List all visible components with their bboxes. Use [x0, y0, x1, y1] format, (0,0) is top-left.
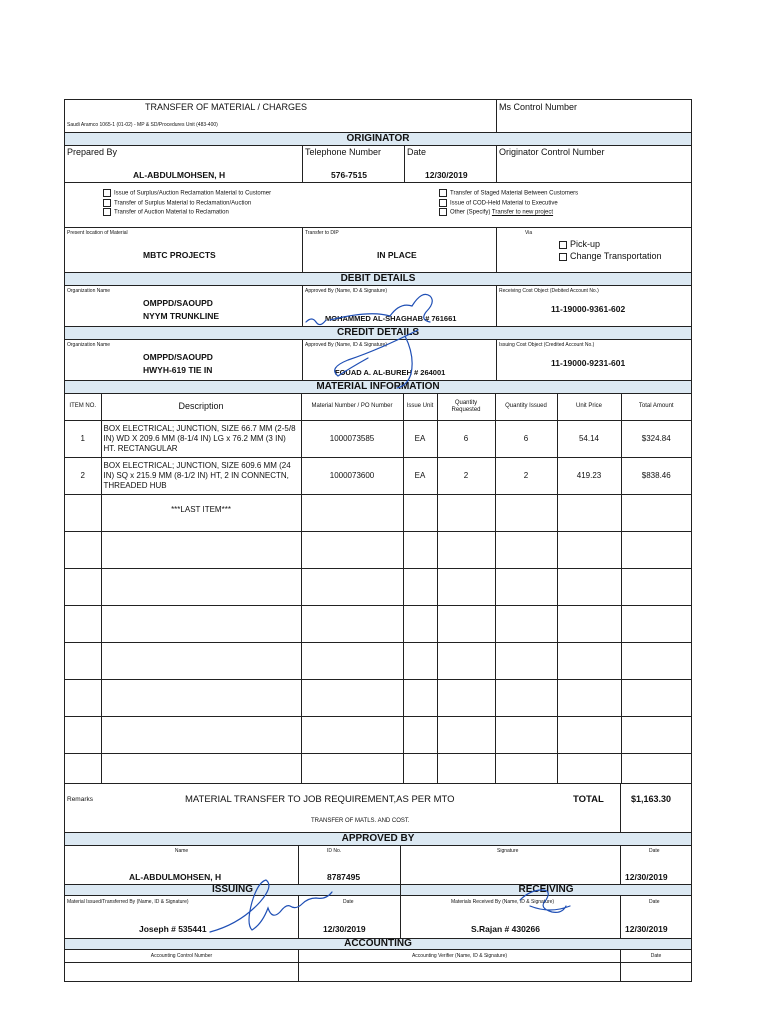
originator-row	[65, 146, 691, 183]
col-header-material: Material Number / PO Number	[301, 394, 403, 420]
telephone-value: 576-7515	[331, 170, 367, 180]
credit-org-line1: OMPPD/SAOUPD	[143, 352, 213, 362]
item-qty-issued: 2	[495, 457, 557, 494]
remarks-cell[interactable]	[65, 784, 621, 832]
item-unit: EA	[403, 457, 437, 494]
material-section-title: MATERIAL INFORMATION	[65, 381, 691, 394]
debit-cost-value: 11-19000-9361-602	[551, 304, 626, 314]
col-header-qty-requested: Quantity Requested	[437, 394, 495, 420]
table-row	[65, 420, 691, 457]
empty-cell	[301, 605, 403, 642]
accounting-date-label: Date	[650, 952, 662, 959]
table-row	[65, 494, 691, 531]
checkbox[interactable]	[559, 253, 567, 261]
received-by-value: S.Rajan # 430266	[471, 923, 540, 934]
empty-cell	[403, 642, 437, 679]
empty-cell	[495, 753, 557, 783]
via-label: Via	[525, 230, 533, 236]
receiving-section-title: RECEIVING	[401, 885, 691, 895]
accounting-verifier-label: Accounting Verifier (Name, ID & Signature)	[411, 952, 508, 959]
debit-approved-label: Approved By (Name, ID & Signature)	[305, 288, 387, 294]
accounting-date-label-cell	[621, 950, 691, 962]
transfer-type-row	[65, 183, 691, 228]
empty-cell	[403, 605, 437, 642]
empty-cell	[403, 679, 437, 716]
total-label: TOTAL	[573, 793, 604, 805]
item-qty-issued: 6	[495, 420, 557, 457]
empty-cell	[301, 531, 403, 568]
debit-org-cell[interactable]	[65, 286, 303, 326]
issuing-receiving-row	[65, 896, 691, 939]
issuing-receiving-titles	[65, 885, 691, 896]
checkbox[interactable]	[439, 199, 447, 207]
via-pickup-option[interactable]: Pick-up	[559, 238, 662, 250]
prepared-by-value: AL-ABDULMOHSEN, H	[133, 170, 226, 180]
empty-cell	[437, 568, 495, 605]
present-location-cell[interactable]	[65, 228, 303, 272]
issuing-section-title: ISSUING	[65, 885, 401, 895]
credit-section-title: CREDIT DETAILS	[65, 327, 691, 340]
last-item-marker: ***LAST ITEM***	[101, 494, 301, 531]
ms-control-cell[interactable]	[497, 100, 691, 132]
form-title: TRANSFER OF MATERIAL / CHARGES	[145, 102, 308, 112]
table-row	[65, 457, 691, 494]
item-qty-requested: 6	[437, 420, 495, 457]
empty-cell	[437, 642, 495, 679]
received-by-label: Materials Received By (Name, ID & Signature)	[451, 898, 555, 905]
empty-cell	[101, 679, 301, 716]
items-header-row	[65, 394, 691, 420]
empty-cell	[437, 494, 495, 531]
debit-approved-value: MOHAMMED AL-SHAGHAB # 761661	[325, 314, 457, 323]
approved-name-value: AL-ABDULMOHSEN, H	[129, 871, 222, 882]
debit-section-title: DEBIT DETAILS	[65, 273, 691, 286]
empty-cell	[101, 568, 301, 605]
debit-org-line2: NYYM TRUNKLINE	[143, 311, 220, 321]
empty-cell	[65, 716, 101, 753]
empty-cell	[437, 605, 495, 642]
table-row	[65, 531, 691, 568]
accounting-control-label-cell	[65, 950, 299, 962]
options-left	[103, 189, 271, 218]
empty-cell	[403, 753, 437, 783]
empty-cell	[495, 642, 557, 679]
empty-cell	[621, 679, 691, 716]
option-surplus-auction[interactable]: Issue of Surplus/Auction Reclamation Material to Customer	[103, 189, 271, 199]
empty-cell	[495, 716, 557, 753]
table-row	[65, 753, 691, 783]
empty-cell	[437, 531, 495, 568]
remarks-label: Remarks	[67, 795, 94, 803]
approved-date-cell[interactable]	[621, 846, 691, 884]
table-row	[65, 568, 691, 605]
received-date-value: 12/30/2019	[625, 923, 668, 934]
remarks-text: MATERIAL TRANSFER TO JOB REQUIREMENT,AS PER MTO	[185, 793, 455, 805]
debit-cost-cell[interactable]	[497, 286, 691, 326]
originator-section-title: ORIGINATOR	[65, 133, 691, 146]
item-unit-price: 419.23	[557, 457, 621, 494]
via-transport-option[interactable]: Change Transportation	[559, 250, 662, 262]
item-unit: EA	[403, 420, 437, 457]
accounting-control-field[interactable]	[65, 963, 299, 981]
issued-date-cell[interactable]	[299, 896, 401, 938]
credit-cost-cell[interactable]	[497, 340, 691, 380]
empty-cell	[557, 679, 621, 716]
empty-cell	[403, 531, 437, 568]
empty-cell	[621, 642, 691, 679]
item-description: BOX ELECTRICAL; JUNCTION, SIZE 66.7 MM (2-5/8 IN) WD X 209.6 MM (8-1/4 IN) LG x 76.2 MM (3 IN) HT. RECTANGULAR	[101, 420, 301, 457]
item-material-number: 1000073585	[301, 420, 403, 457]
empty-cell	[495, 494, 557, 531]
options-right	[439, 189, 578, 218]
empty-cell	[495, 679, 557, 716]
credit-cost-label: Issuing Cost Object (Credited Account No.)	[499, 342, 595, 348]
received-date-label: Date	[649, 898, 660, 905]
empty-cell	[101, 716, 301, 753]
approved-id-value: 8787495	[327, 871, 361, 882]
empty-cell	[301, 716, 403, 753]
approved-name-label: Name	[174, 847, 189, 854]
empty-cell	[557, 494, 621, 531]
table-row	[65, 605, 691, 642]
date-value: 12/30/2019	[425, 170, 468, 180]
approved-signature-label: Signature	[497, 847, 519, 854]
via-cell	[497, 228, 691, 272]
empty-cell	[101, 642, 301, 679]
option-auction-reclamation[interactable]: Transfer of Auction Material to Reclamation	[103, 208, 271, 218]
remarks-subtext: TRANSFER OF MATLS. AND COST.	[311, 817, 410, 824]
present-location-value: MBTC PROJECTS	[143, 250, 216, 260]
credit-approved-value: FOUAD A. AL-BUREH # 264001	[335, 368, 446, 377]
credit-approved-label: Approved By (Name, ID & Signature)	[305, 342, 387, 348]
option-surplus-reclamation[interactable]: Transfer of Surplus Material to Reclamation/Auction	[103, 199, 271, 209]
approved-signature-cell[interactable]	[401, 846, 621, 884]
empty-cell	[403, 716, 437, 753]
approved-date-value: 12/30/2019	[625, 871, 668, 882]
issued-date-label: Date	[343, 898, 354, 905]
transfer-to-cell[interactable]	[303, 228, 497, 272]
issued-by-cell[interactable]	[65, 896, 299, 938]
grand-total-value: $1,163.30	[631, 793, 672, 804]
form-reference: Saudi Aramco 1065-1 (01-02) - MP & SD/Procedures Unit (483-400)	[67, 122, 218, 128]
empty-cell	[557, 568, 621, 605]
item-no: 1	[65, 420, 101, 457]
item-qty-requested: 2	[437, 457, 495, 494]
items-table	[65, 394, 691, 784]
issued-by-label: Material Issued/Transferred By (Name, ID & Signature)	[67, 898, 189, 905]
option-other[interactable]: Other (Specify) Transfer to new project	[439, 208, 578, 218]
received-by-cell[interactable]	[401, 896, 621, 938]
col-header-unit-price: Unit Price	[557, 394, 621, 420]
empty-cell	[403, 568, 437, 605]
checkbox[interactable]	[103, 199, 111, 207]
empty-cell	[65, 605, 101, 642]
empty-cell	[437, 716, 495, 753]
empty-cell	[101, 531, 301, 568]
accounting-label-row	[65, 950, 691, 963]
option-cod-held[interactable]: Issue of COD-Held Material to Executive	[439, 199, 578, 209]
empty-cell	[621, 716, 691, 753]
present-location-label: Present location of Material	[67, 230, 128, 236]
empty-cell	[65, 642, 101, 679]
via-options	[559, 238, 662, 262]
remarks-row	[65, 784, 691, 833]
item-total: $838.46	[621, 457, 691, 494]
credit-cost-value: 11-19000-9231-601	[551, 358, 626, 368]
checkbox[interactable]	[103, 208, 111, 216]
date-cell[interactable]	[405, 146, 497, 182]
empty-cell	[301, 679, 403, 716]
empty-cell	[557, 531, 621, 568]
approved-row	[65, 846, 691, 885]
originator-control-label: Originator Control Number	[499, 147, 605, 157]
approved-id-cell[interactable]	[299, 846, 401, 884]
empty-cell	[403, 494, 437, 531]
empty-cell	[621, 568, 691, 605]
approved-date-label: Date	[649, 847, 660, 854]
empty-cell	[65, 568, 101, 605]
accounting-control-label: Accounting Control Number	[150, 952, 213, 959]
title-cell	[65, 100, 497, 132]
accounting-section-title: ACCOUNTING	[65, 939, 691, 950]
approved-name-cell[interactable]	[65, 846, 299, 884]
date-label: Date	[407, 147, 427, 157]
checkbox[interactable]	[439, 208, 447, 216]
col-header-item: ITEM NO.	[65, 394, 101, 420]
item-material-number: 1000073600	[301, 457, 403, 494]
empty-cell	[557, 716, 621, 753]
col-header-unit: Issue Unit	[403, 394, 437, 420]
item-unit-price: 54.14	[557, 420, 621, 457]
empty-cell	[65, 494, 101, 531]
credit-row	[65, 340, 691, 381]
empty-cell	[621, 531, 691, 568]
accounting-verifier-field[interactable]	[299, 963, 621, 981]
empty-cell	[557, 605, 621, 642]
prepared-by-cell[interactable]	[65, 146, 303, 182]
credit-approved-cell[interactable]	[303, 340, 497, 380]
empty-cell	[621, 605, 691, 642]
checkbox[interactable]	[103, 189, 111, 197]
grand-total-cell	[621, 784, 691, 832]
originator-control-cell[interactable]	[497, 146, 691, 182]
empty-cell	[557, 642, 621, 679]
approved-id-label: ID No.	[327, 847, 342, 854]
empty-cell	[301, 753, 403, 783]
approved-section-title: APPROVED BY	[65, 833, 691, 846]
telephone-cell[interactable]	[303, 146, 405, 182]
item-description: BOX ELECTRICAL; JUNCTION, SIZE 609.6 MM (24 IN) SQ x 215.9 MM (8-1/2 IN) HT, 2 IN CONNECTN, THREADED HUB	[101, 457, 301, 494]
issued-by-value: Joseph # 535441	[139, 923, 207, 934]
empty-cell	[495, 605, 557, 642]
empty-cell	[301, 642, 403, 679]
credit-org-cell[interactable]	[65, 340, 303, 380]
credit-org-label: Organization Name	[67, 342, 111, 348]
empty-cell	[621, 494, 691, 531]
empty-cell	[101, 605, 301, 642]
option-staged-material[interactable]: Transfer of Staged Material Between Customers	[439, 189, 578, 199]
empty-cell	[437, 679, 495, 716]
transfer-to-label: Transfer to DIP	[305, 230, 339, 236]
transfer-type-cell	[65, 183, 691, 227]
table-row	[65, 642, 691, 679]
col-header-total: Total Amount	[621, 394, 691, 420]
other-specify-value: Transfer to new project	[491, 209, 554, 216]
empty-cell	[65, 531, 101, 568]
table-row	[65, 716, 691, 753]
table-row	[65, 679, 691, 716]
credit-org-line2: HWYH-619 TIE IN	[143, 365, 213, 375]
empty-cell	[101, 753, 301, 783]
debit-org-line1: OMPPD/SAOUPD	[143, 298, 213, 308]
accounting-date-field[interactable]	[621, 963, 691, 981]
header-row	[65, 100, 691, 133]
received-date-cell[interactable]	[621, 896, 691, 938]
accounting-verifier-label-cell	[299, 950, 621, 962]
transfer-form	[64, 99, 692, 982]
prepared-by-label: Prepared By	[67, 147, 118, 157]
empty-cell	[495, 531, 557, 568]
empty-cell	[65, 753, 101, 783]
debit-approved-cell[interactable]	[303, 286, 497, 326]
ms-control-label: Ms Control Number	[499, 102, 578, 112]
col-header-qty-issued: Quantity Issued	[495, 394, 557, 420]
empty-cell	[65, 679, 101, 716]
issued-date-value: 12/30/2019	[323, 923, 366, 934]
checkbox[interactable]	[439, 189, 447, 197]
location-row	[65, 228, 691, 273]
accounting-input-row	[65, 963, 691, 981]
item-total: $324.84	[621, 420, 691, 457]
debit-row	[65, 286, 691, 327]
transfer-to-value: IN PLACE	[377, 250, 417, 260]
item-no: 2	[65, 457, 101, 494]
debit-org-label: Organization Name	[67, 288, 111, 294]
debit-cost-label: Receiving Cost Object (Debited Account No.)	[499, 288, 599, 294]
empty-cell	[557, 753, 621, 783]
empty-cell	[621, 753, 691, 783]
telephone-label: Telephone Number	[305, 147, 382, 157]
empty-cell	[437, 753, 495, 783]
checkbox[interactable]	[559, 241, 567, 249]
empty-cell	[301, 494, 403, 531]
col-header-description: Description	[101, 394, 301, 420]
empty-cell	[301, 568, 403, 605]
empty-cell	[495, 568, 557, 605]
